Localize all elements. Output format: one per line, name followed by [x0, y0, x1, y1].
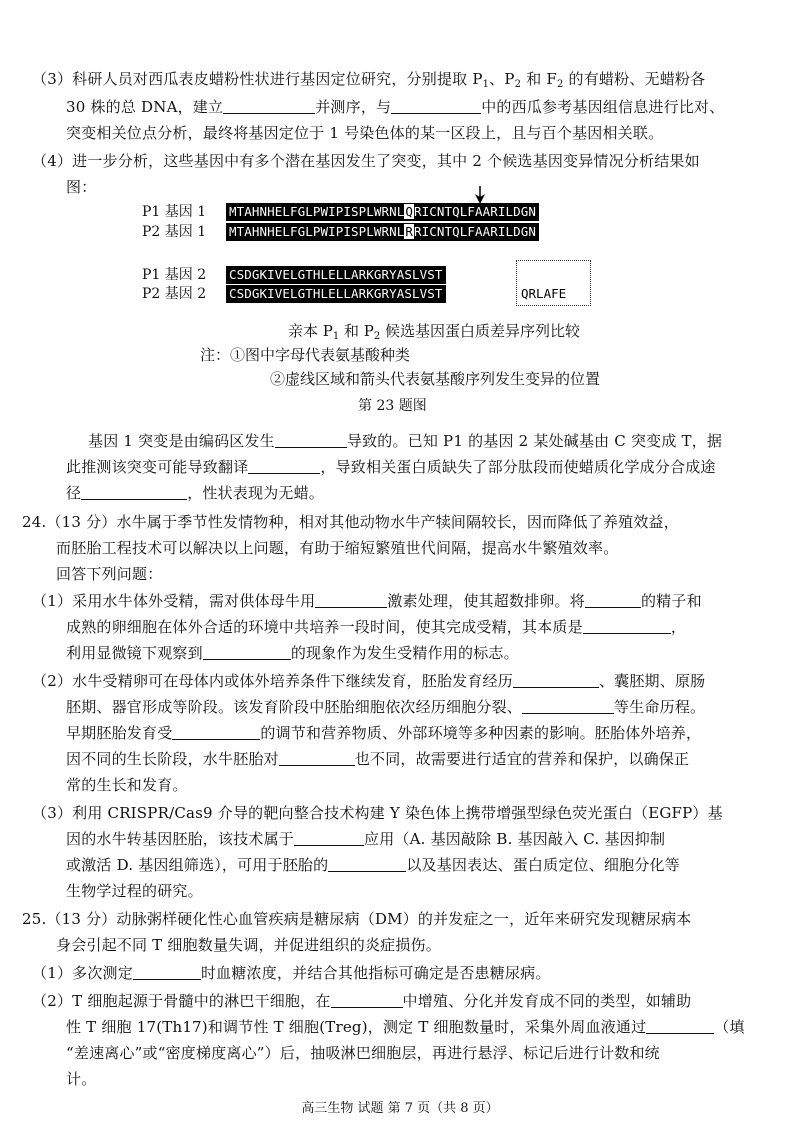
text: 成熟的卵细胞在体外合适的环境中共培养一段时间，使其完成受精，其本质是	[66, 618, 583, 636]
text: （2）T 细胞起源于骨髓中的淋巴干细胞，在	[32, 992, 331, 1010]
text: 利用显微镜下观察到	[66, 644, 203, 662]
sequence-p2-gene1	[226, 223, 539, 241]
text: 或激活 D. 基因组筛选），可用于胚胎的	[66, 856, 329, 874]
text: 应用（A. 基因敲除 B. 基因敲入 C. 基因抑制	[364, 830, 666, 848]
text: 30 株的总 DNA，建立	[66, 98, 224, 116]
text: 的现象作为发生受精作用的标志。	[290, 644, 519, 662]
subscript: 1	[332, 331, 340, 342]
answer-blank[interactable]	[275, 431, 347, 448]
seq-part: MTAHNHELFGLPWIPISPLWRNL	[229, 204, 405, 219]
q24-line3: 回答下列问题：	[56, 565, 163, 583]
subscript: 2	[514, 79, 522, 90]
answer-blank[interactable]	[391, 97, 481, 114]
q23-3-line2	[66, 96, 724, 118]
q23-3-line3: 突变相关位点分析，最终将基因定位于 1 号染色体的某一区段上，且与百个基因相关联。	[66, 124, 664, 142]
mutation-region-box	[516, 260, 591, 306]
figure-title: 第 23 题图	[358, 398, 427, 414]
subscript: 1	[482, 79, 490, 90]
answer-blank[interactable]	[133, 963, 201, 980]
text: 激素处理，使其超数排卵。将	[387, 592, 585, 610]
q25-2-line1	[32, 990, 691, 1012]
answer-blank[interactable]	[248, 457, 320, 474]
answer-blank[interactable]	[279, 749, 355, 766]
text: 性 T 细胞 17(Th17)和调节性 T 细胞(Treg)，测定 T 细胞数量时，采集外周血液通过	[66, 1018, 647, 1036]
q24-2-line4	[66, 748, 689, 770]
text: 中的西瓜参考基因组信息进行比对、	[481, 98, 725, 116]
q25-line1: 25.（13 分）动脉粥样硬化性心血管疾病是糖尿病（DM）的并发症之一，近年来研究发现糖尿病本	[22, 910, 692, 928]
answer-blank[interactable]	[646, 1017, 714, 1034]
inserted-sequence: QRLAFE	[521, 286, 567, 301]
sequence-p2-gene2	[226, 285, 446, 303]
text: 、P	[489, 70, 515, 88]
answer-blank[interactable]	[81, 483, 187, 500]
text: （3）科研人员对西瓜表皮蜡粉性状进行基因定位研究，分别提取 P	[32, 70, 483, 88]
q24-line2: 而胚胎工程技术可以解决以上问题，有助于缩短繁殖世代间隔，提高水牛繁殖效率。	[56, 539, 619, 557]
q24-line1: 24.（13 分）水牛属于季节性发情物种，相对其他动物水牛产犊间隔较长，因而降低了养殖效益，	[22, 513, 679, 531]
figure-note-2: ②虚线区域和箭头代表氨基酸序列发生变异的位置	[270, 370, 601, 388]
seq-part: RICNTQLFAARILDGN	[414, 224, 537, 239]
q24-2-line2	[66, 696, 705, 718]
mutation-site: Q	[405, 204, 414, 219]
q24-3-line3	[66, 854, 680, 876]
sequence-p1-gene2	[226, 266, 446, 284]
answer-blank[interactable]	[585, 591, 641, 608]
page-footer: 高三生物 试题 第 7 页（共 8 页）	[301, 1101, 499, 1116]
text: 的有蜡粉、无蜡粉各	[563, 70, 706, 88]
q23-4-line2: 图：	[66, 178, 97, 196]
q24-3-line1: （3）利用 CRISPR/Cas9 介导的靶向整合技术构建 Y 染色体上携带增强型绿色荧光蛋白（EGFP）基	[32, 804, 723, 822]
q23-4-line1: （4）进一步分析，这些基因中有多个潜在基因发生了突变，其中 2 个候选基因变异情况分析结果如	[32, 152, 700, 170]
answer-blank[interactable]	[315, 591, 387, 608]
q24-2-line1	[32, 670, 705, 692]
q24-3-line2	[66, 828, 665, 850]
q24-1-line3	[66, 642, 519, 664]
answer-blank[interactable]	[513, 671, 599, 688]
text: 此推测该突变可能导致翻译	[66, 458, 249, 476]
text: 并测序，与	[315, 98, 392, 116]
seq-part: CSDGKIVELGTHLELLARKGRYASLVST	[229, 286, 443, 301]
answer-blank[interactable]	[203, 643, 291, 660]
q25-2-line3: “差速离心”或“密度梯度离心”）后，抽吸淋巴细胞层，再进行悬浮、标记后进行计数和统	[66, 1044, 660, 1062]
q25-1-line1	[32, 962, 551, 984]
row-label: P1 基因 2	[142, 267, 207, 283]
answer-blank[interactable]	[172, 723, 260, 740]
subscript: 2	[373, 331, 381, 342]
text: ，导致相关蛋白质缺失了部分肽段而使蜡质化学成分合成途	[320, 458, 716, 476]
text: 和 P	[339, 322, 374, 340]
q25-2-line2	[66, 1016, 745, 1038]
text: 导致的。已知 P1 的基因 2 某处碱基由 C 突变成 T，据	[346, 432, 723, 450]
q24-1-line1	[32, 590, 702, 612]
answer-blank[interactable]	[294, 829, 364, 846]
q23-para-line3	[66, 482, 324, 504]
answer-blank[interactable]	[328, 855, 406, 872]
text: 因不同的生长阶段，水牛胚胎对	[66, 750, 279, 768]
text: （1）采用水牛体外受精，需对供体母牛用	[32, 592, 316, 610]
row-label: P2 基因 1	[142, 224, 207, 240]
row-label: P1 基因 1	[142, 204, 207, 220]
text: ，性状表现为无蜡。	[187, 484, 325, 502]
text: （1）多次测定	[32, 964, 133, 982]
text: 也不同，故需要进行适宜的营养和保护，以确保正	[354, 750, 690, 768]
figure-note-1: 注：①图中字母代表氨基酸种类	[200, 346, 411, 364]
q23-para-line2	[66, 456, 716, 478]
subscript: 2	[556, 79, 564, 90]
text: 的精子和	[640, 592, 702, 610]
sequence-p1-gene1	[226, 203, 539, 221]
q24-3-line4: 生物学过程的研究。	[66, 882, 203, 900]
q25-line2: 身会引起不同 T 细胞数量失调，并促进组织的炎症损伤。	[56, 936, 441, 954]
q25-2-line4: 计。	[66, 1070, 97, 1088]
q24-2-line3	[66, 722, 701, 744]
q24-1-line2	[66, 616, 686, 638]
mutation-site: R	[405, 224, 414, 239]
answer-blank[interactable]	[522, 697, 614, 714]
text: ，	[670, 618, 687, 636]
answer-blank[interactable]	[331, 991, 403, 1008]
q23-3-line1	[32, 68, 705, 96]
q23-para-line1	[88, 430, 722, 452]
text: 时血糖浓度，并结合其他指标可确定是否患糖尿病。	[200, 964, 551, 982]
text: 早期胚胎发育受	[66, 724, 173, 742]
text: 和 F	[521, 70, 557, 88]
text: 以及基因表达、蛋白质定位、细胞分化等	[406, 856, 680, 874]
text: 的调节和营养物质、外部环境等多种因素的影响。胚胎体外培养，	[260, 724, 702, 742]
seq-part: RICNTQLFAARILDGN	[414, 204, 537, 219]
text: 胚期、器官形成等阶段。该发育阶段中胚胎细胞依次经历细胞分裂、	[66, 698, 523, 716]
q24-2-line5: 常的生长和发育。	[66, 776, 188, 794]
text: 因的水牛转基因胚胎，该技术属于	[66, 830, 295, 848]
text: （2）水牛受精卵可在母体内或体外培养条件下继续发育，胚胎发育经历	[32, 672, 513, 690]
text: 基因 1 突变是由编码区发生	[88, 432, 275, 450]
answer-blank[interactable]	[223, 97, 315, 114]
text: 亲本 P	[288, 322, 333, 340]
text: （填	[714, 1018, 745, 1036]
answer-blank[interactable]	[583, 617, 671, 634]
row-label: P2 基因 2	[142, 286, 207, 302]
text: 候选基因蛋白质差异序列比较	[380, 322, 581, 340]
text: 、囊胚期、原肠	[598, 672, 706, 690]
text: 中增殖、分化并发育成不同的类型，如辅助	[402, 992, 692, 1010]
text: 等生命历程。	[614, 698, 706, 716]
seq-part: CSDGKIVELGTHLELLARKGRYASLVST	[229, 267, 443, 282]
text: 径	[66, 484, 82, 502]
seq-part: MTAHNHELFGLPWIPISPLWRNL	[229, 224, 405, 239]
